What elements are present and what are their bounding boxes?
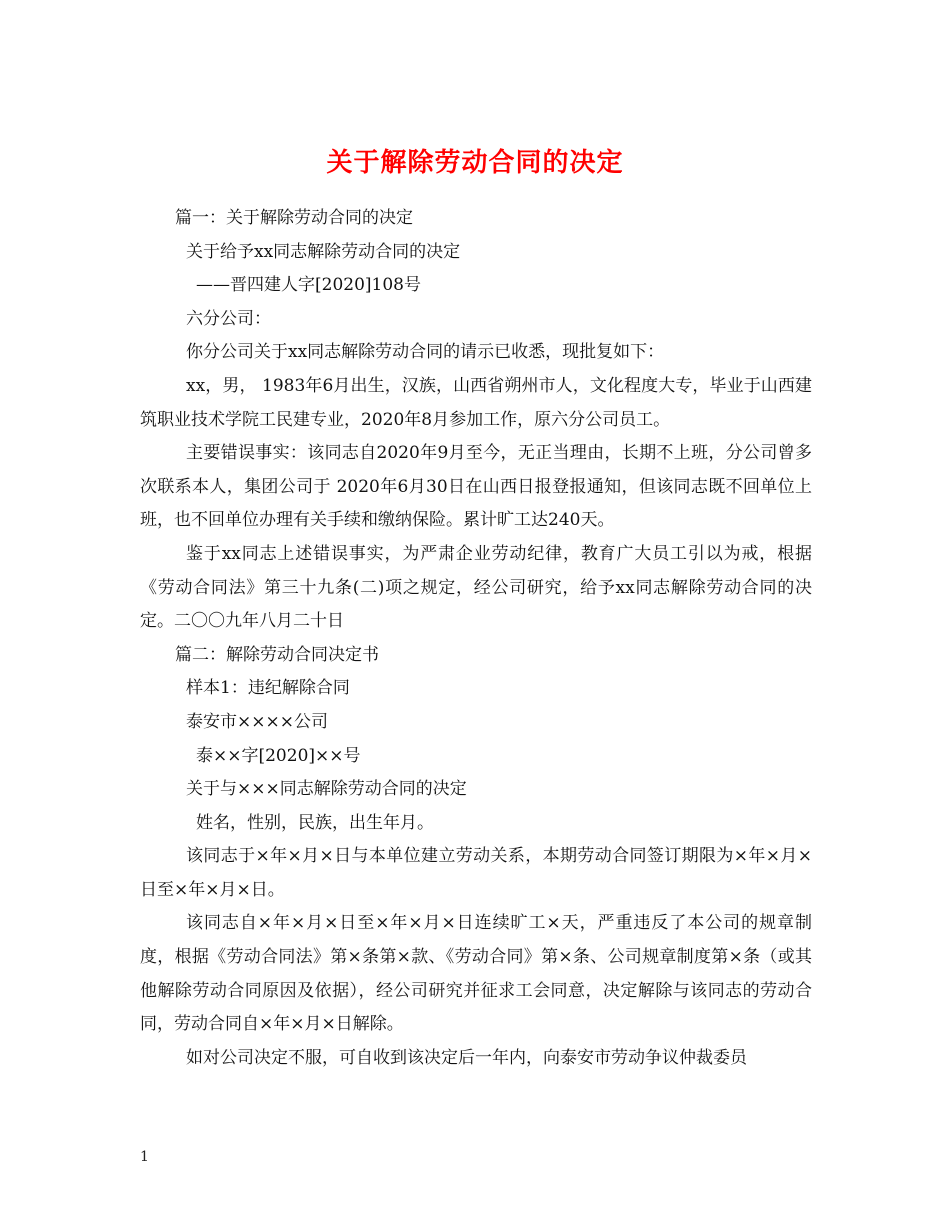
paragraph: 主要错误事实：该同志自2020年9月至今，无正当理由，长期不上班，分公司曾多次联系本人，集团公司于 2020年6月30日在山西日报登报通知，但该同志既不回单位上班，也不回单位办理有关手续和缴纳保险。累计旷工达240天。 [140,443,812,531]
paragraph: 该同志自×年×月×日至×年×月×日连续旷工×天，严重违反了本公司的规章制度，根据《劳动合同法》第×条第×款、《劳动合同》第×条、公司规章制度第×条（或其他解除劳动合同原因及依据），经公司研究并征求工会同意，决定解除与该同志的劳动合同，劳动合同自×年×月×日解除。 [140,913,812,1035]
paragraph: xx，男， 1983年6月出生，汉族，山西省朔州市人，文化程度大专，毕业于山西建筑职业技术学院工民建专业，2020年8月参加工作，原六分公司员工。 [140,375,812,430]
paragraph: 如对公司决定不服，可自收到该决定后一年内，向泰安市劳动争议仲裁委员 [186,1047,747,1068]
document-title: 关于解除劳动合同的决定 [326,148,624,179]
paragraph: 姓名，性别，民族，出生年月。 [196,812,434,833]
document-body [140,202,812,1075]
page-number: 1 [140,1149,149,1165]
paragraph: 你分公司关于xx同志解除劳动合同的请示已收悉，现批复如下： [186,342,665,363]
paragraph: 该同志于×年×月×日与本单位建立劳动关系，本期劳动合同签订期限为×年×月×日至×年×月×日。 [140,846,812,900]
paragraph: 鉴于xx同志上述错误事实，为严肃企业劳动纪律，教育广大员工引以为戒，根据《劳动合同法》第三十九条(二)项之规定，经公司研究，给予xx同志解除劳动合同的决定。二〇〇九年八月二十日 [140,543,812,632]
decision-subtitle: 关于给予xx同志解除劳动合同的决定 [186,241,461,262]
section-heading-part-one: 篇一：关于解除劳动合同的决定 [175,208,413,228]
document-reference-number: ——晋四建人字[2020]108号 [196,275,421,296]
recipient-line: 六分公司： [186,308,271,329]
company-name: 泰安市××××公司 [186,711,328,732]
decision-subtitle: 关于与×××同志解除劳动合同的决定 [186,779,467,800]
document-reference-number: 泰××字[2020]××号 [196,745,361,766]
sample-heading: 样本1：违纪解除合同 [186,678,350,699]
section-heading-part-two: 篇二：解除劳动合同决定书 [175,644,379,665]
